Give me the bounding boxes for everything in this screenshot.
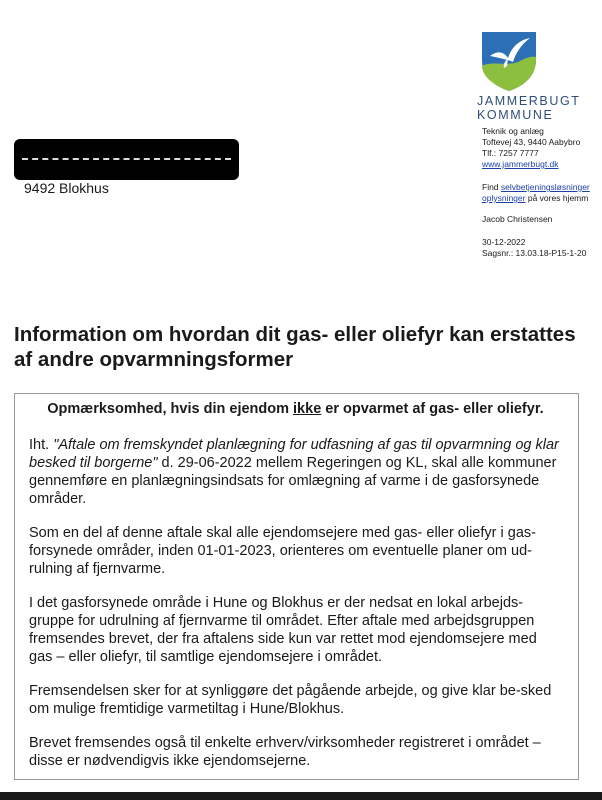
find-suffix: på vores hjemm bbox=[527, 193, 589, 203]
paragraph-orientation: Som en del af denne aftale skal alle ejendomsejere med gas- eller oliefyr i gas-forsynede områder, inden 01-01-2023, orienteres om eventuelle planer om ud-rulning af fjernvarme. bbox=[29, 525, 536, 577]
phone: Tlf.: 7257 7777 bbox=[482, 148, 539, 158]
paragraph-purpose: Fremsendelsen sker for at synliggøre det pågående arbejde, og give klar be-sked om mulige fremtidige varmetiltag i Hune/Blokhus. bbox=[29, 683, 552, 717]
notice-box bbox=[14, 393, 579, 780]
redacted-recipient-name bbox=[14, 139, 239, 180]
find-prefix: Find bbox=[482, 182, 499, 192]
notice-heading-before: Opmærksomhed, hvis din ejendom bbox=[47, 401, 289, 417]
org-name-line-2: KOMMUNE bbox=[477, 108, 554, 122]
paragraph-agreement-rest: d. 29-06-2022 mellem Regeringen og KL, skal alle kommuner gennemføre en planlægningsindsats for omlægning af varme i de gasforsynede områder. bbox=[29, 455, 557, 507]
case-number: Sagsnr.: 13.03.18-P15-1-20 bbox=[482, 248, 587, 258]
org-name-line-1: JAMMERBUGT bbox=[477, 94, 581, 108]
recipient-city: 9492 Blokhus bbox=[24, 180, 109, 196]
org-name bbox=[477, 94, 602, 122]
paragraph-prefix: Iht. bbox=[29, 437, 50, 453]
notice-heading bbox=[29, 400, 562, 419]
sender-address bbox=[482, 126, 580, 170]
redaction-marks bbox=[22, 158, 231, 160]
date-block bbox=[482, 237, 586, 259]
contact-person: Jacob Christensen bbox=[482, 214, 553, 224]
information-link[interactable]: oplysninger bbox=[482, 193, 526, 203]
paragraph-agreement bbox=[29, 436, 562, 508]
paragraph-businesses: Brevet fremsendes også til enkelte erhverv/virksomheder registreret i området – disse er nødvendigvis ikke ejendomsejerne. bbox=[29, 735, 541, 769]
paragraph-working-group: I det gasforsynede område i Hune og Blokhus er der nedsat en lokal arbejds-gruppe for udrulning af fjernvarme til området. Efter aftale med arbejdsgruppen fremsendes brevet, der fra aftalens side kun var rettet mod ejendomsejere med gas – eller oliefyr, til samtlige ejendomsejere i området. bbox=[29, 595, 537, 665]
self-service-note bbox=[482, 182, 590, 204]
website-link[interactable]: www.jammerbugt.dk bbox=[482, 159, 559, 169]
street-address: Toftevej 43, 9440 Aabybro bbox=[482, 137, 581, 147]
seagull-shield-icon bbox=[478, 30, 540, 92]
notice-heading-after: er opvarmet af gas- eller oliefyr. bbox=[325, 401, 544, 417]
bottom-edge-bar bbox=[0, 792, 602, 800]
self-service-link[interactable]: selvbetjeningsløsninger bbox=[500, 182, 590, 192]
letter-date: 30-12-2022 bbox=[482, 237, 526, 247]
letter-title: Information om hvordan dit gas- eller oliefyr kan erstattes af andre opvarmningsformer bbox=[14, 323, 576, 371]
notice-heading-emphasis: ikke bbox=[293, 401, 322, 417]
department: Teknik og anlæg bbox=[482, 126, 544, 136]
agreement-title: "Aftale om fremskyndet planlægning for udfasning af gas til opvarmning og klar besked til borgerne" bbox=[29, 437, 559, 471]
